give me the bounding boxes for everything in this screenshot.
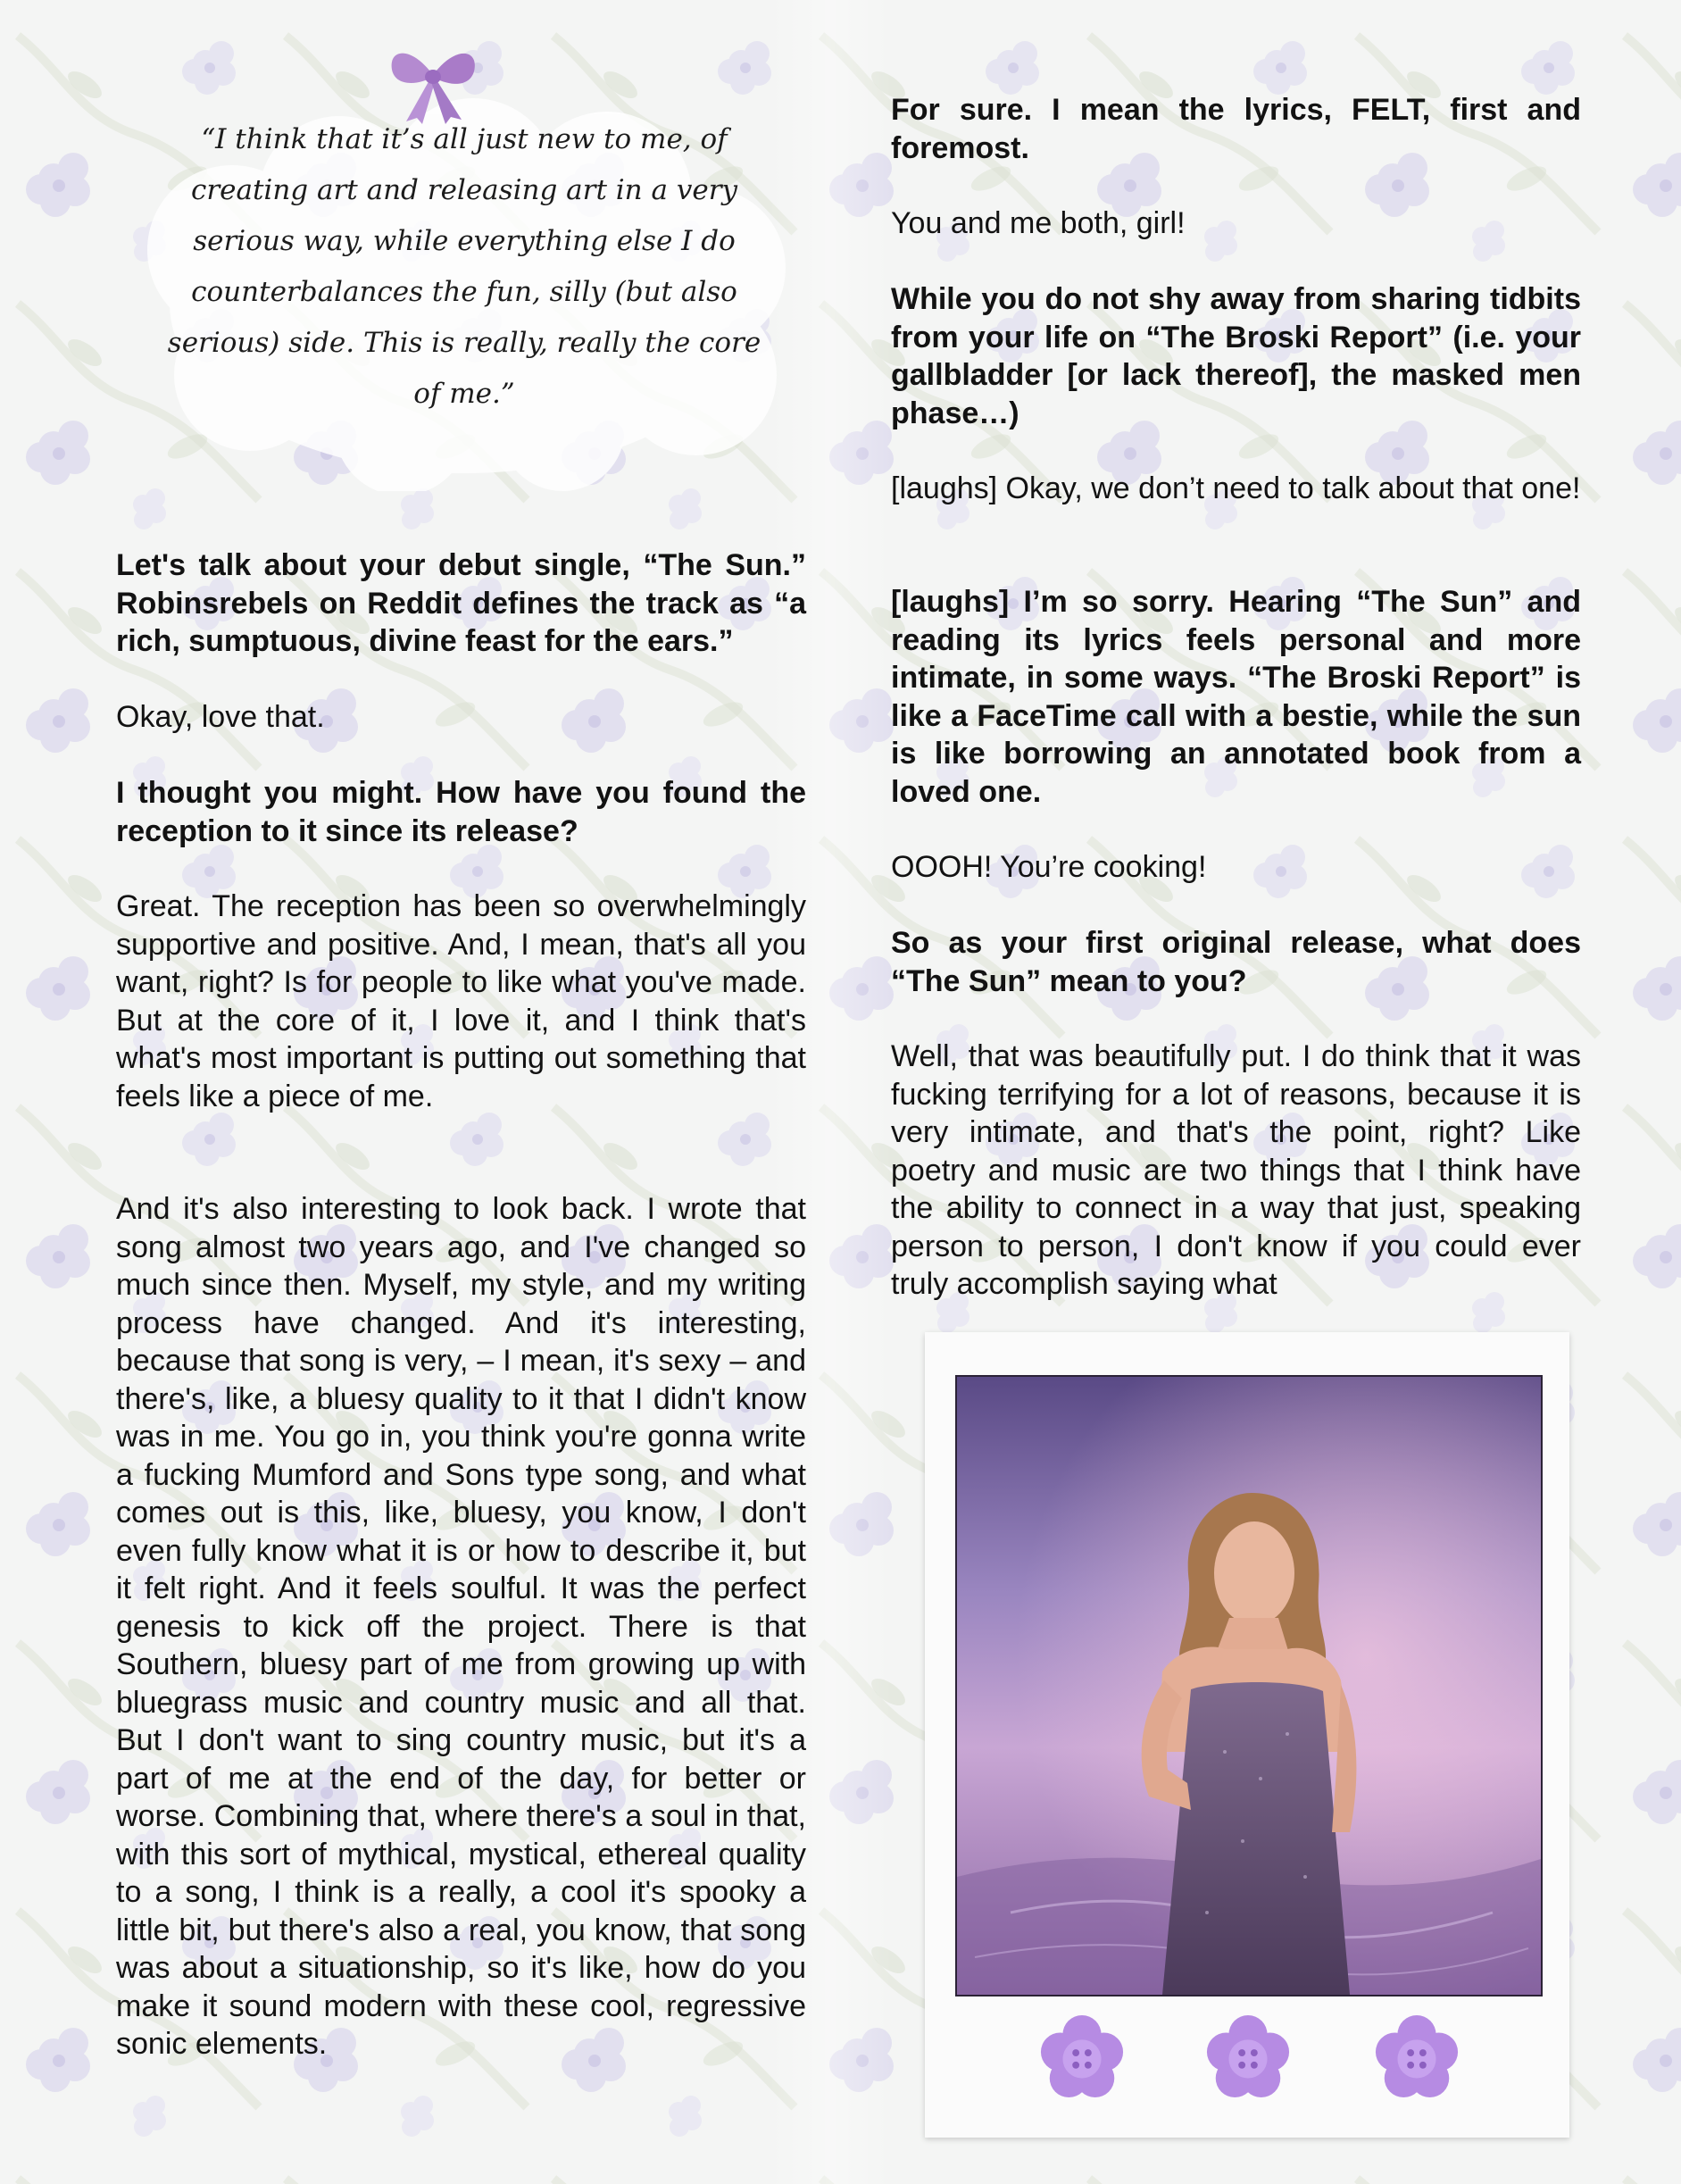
polaroid-photo-frame bbox=[925, 1332, 1569, 2138]
ribbon-bow-icon bbox=[379, 36, 487, 125]
answer-terrifying: Well, that was beautifully put. I do think that it was fucking terrifying for a lot of reasons, because it is very intimate, and that's the point, right? Like poetry and music are two things that I think have the ability to connect in a way that just, speaking person to person, I don't know if you could ever truly accomplish saying what bbox=[891, 1039, 1581, 1301]
portrait-photo bbox=[955, 1375, 1543, 1996]
answer-laughs: [laughs] Okay, we don’t need to talk about that one! bbox=[891, 471, 1581, 505]
question-what-it-means: So as your first original release, what does “The Sun” mean to you? bbox=[891, 926, 1581, 998]
pull-quote bbox=[134, 98, 795, 491]
answer-cooking: OOOH! You’re cooking! bbox=[891, 850, 1207, 884]
purple-button-flower-icon bbox=[1038, 2013, 1126, 2100]
purple-button-flower-icon bbox=[1373, 2013, 1460, 2100]
question-broski-report: While you do not shy away from sharing tidbits from your life on “The Broski Report” (i.e. your gallbladder [or lack thereof], the masked men phase…) bbox=[891, 282, 1581, 430]
statement-sorry: [laughs] I’m so sorry. Hearing “The Sun” and reading its lyrics feels personal and more intimate, in some ways. “The Broski Report” is like a FaceTime call with a bestie, while the sun is like borrowing an annotated book from a loved one. bbox=[891, 585, 1581, 809]
answer-love-that: Okay, love that. bbox=[116, 700, 325, 734]
answer-reception: Great. The reception has been so overwhelmingly supportive and positive. And, I mean, that's all you want, right? Is for people to like what you've made. But at the core of it, I love it, and I think that's what's most important is putting out something that feels like a piece of me. bbox=[116, 889, 806, 1113]
answer-looking-back: And it's also interesting to look back. I wrote that song almost two years ago, and I've changed so much since then. Myself, my style, and my writing process have changed. And it's interesting, because that song is very, – I mean, it's sexy – and there's, like, a bluesy quality to it that I didn't know was in me. You go in, you think you're gonna write a fucking Mumford and Sons type song, and what comes out is this, like, bluesy, you know, I don't even fully know what it is or how to describe it, but it felt right. And it feels soulful. It was the perfect genesis to kick off the project. There is that Southern, bluesy part of me from growing up with bluegrass music and country music and all that. But I don't want to sing country music, but it's a part of me at the end of the day, for better or worse. Combining that, where there's a soul in that, with this sort of mythical, mystical, ethereal quality to a song, I think is a really, a cool it's spooky a little bit, but there's also a real, you know, that song was about a situationship, so it's like, how do you make it sound modern with these cool, regressive sonic elements. bbox=[116, 1192, 806, 2061]
question-debut-single: Let's talk about your debut single, “The Sun.” Robinsrebels on Reddit defines the track as “a rich, sumptuous, divine feast for the ears.” bbox=[116, 548, 806, 658]
answer-you-and-me: You and me both, girl! bbox=[891, 206, 1186, 240]
statement-lyrics: For sure. I mean the lyrics, FELT, first and foremost. bbox=[891, 93, 1581, 165]
pull-quote-text: “I think that it’s all just new to me, of creating art and releasing art in a very serious way, while everything else I do counterbalances the fun, silly (but also serious) side. This is really, really the core of me.” bbox=[167, 123, 761, 410]
purple-button-flower-icon bbox=[1204, 2013, 1292, 2100]
question-reception: I thought you might. How have you found the reception to it since its release? bbox=[116, 776, 806, 848]
